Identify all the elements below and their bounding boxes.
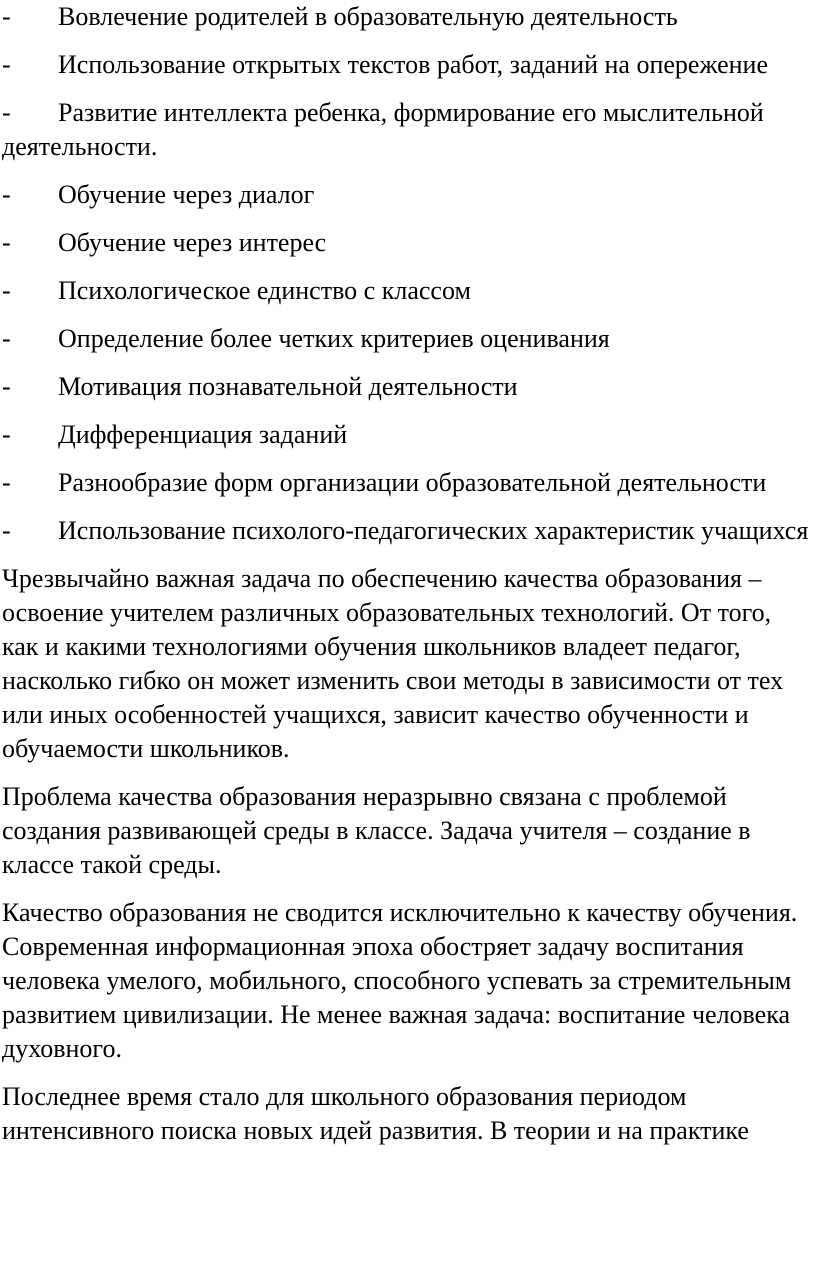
list-marker: - bbox=[2, 50, 11, 79]
list-marker: - bbox=[2, 516, 11, 545]
list-item bbox=[2, 514, 814, 548]
list-item-text: Дифференциация заданий bbox=[58, 420, 348, 449]
list-item bbox=[2, 418, 814, 452]
list-item-text: Разнообразие форм организации образовательной деятельности bbox=[58, 468, 767, 497]
list-marker: - bbox=[2, 276, 11, 305]
list-marker: - bbox=[2, 180, 11, 209]
list-marker: - bbox=[2, 228, 11, 257]
list-item bbox=[2, 370, 814, 404]
list-marker: - bbox=[2, 468, 11, 497]
list-marker: - bbox=[2, 420, 11, 449]
list-marker: - bbox=[2, 98, 11, 127]
list-item bbox=[2, 0, 814, 34]
list-marker: - bbox=[2, 2, 11, 31]
list-item-text: Использование психолого-педагогических характеристик учащихся bbox=[58, 516, 809, 545]
list-marker: - bbox=[2, 372, 11, 401]
list-item bbox=[2, 178, 814, 212]
list-item-text: Определение более четких критериев оценивания bbox=[58, 324, 610, 353]
paragraph: Качество образования не сводится исключительно к качеству обучения. Современная информационная эпоха обостряет задачу воспитания человека умелого, мобильного, способного успевать за стремительным развитием цивилизации. Не менее важная задача: воспитание человека духовного. bbox=[2, 898, 798, 1063]
list-marker: - bbox=[2, 324, 11, 353]
list-item-text: Обучение через интерес bbox=[58, 228, 327, 257]
list-item bbox=[2, 274, 814, 308]
list-item-text: Обучение через диалог bbox=[58, 180, 315, 209]
list-item-text: Развитие интеллекта ребенка, формирование его мыслительной деятельности. bbox=[2, 98, 764, 161]
list-item-text: Психологическое единство с классом bbox=[58, 276, 471, 305]
bullet-list bbox=[2, 0, 814, 548]
list-item-text: Использование открытых текстов работ, заданий на опережение bbox=[58, 50, 768, 79]
paragraph: Чрезвычайно важная задача по обеспечению качества образования – освоение учителем различных образовательных технологий. От того, как и какими технологиями обучения школьников владеет педагог, насколько гибко он может изменить свои методы в зависимости от тех или иных особенностей учащихся, зависит качество обученности и обучаемости школьников. bbox=[2, 564, 784, 763]
list-item bbox=[2, 226, 814, 260]
list-item-text: Вовлечение родителей в образовательную деятельность bbox=[58, 2, 678, 31]
list-item bbox=[2, 96, 814, 164]
paragraph: Последнее время стало для школьного образования периодом интенсивного поиска новых идей развития. В теории и на практике bbox=[2, 1082, 749, 1145]
list-item-text: Мотивация познавательной деятельности bbox=[58, 372, 518, 401]
list-item bbox=[2, 322, 814, 356]
list-item bbox=[2, 466, 814, 500]
paragraph: Проблема качества образования неразрывно связана с проблемой создания развивающей среды в классе. Задача учителя – создание в классе такой среды. bbox=[2, 782, 751, 879]
list-item bbox=[2, 48, 814, 82]
